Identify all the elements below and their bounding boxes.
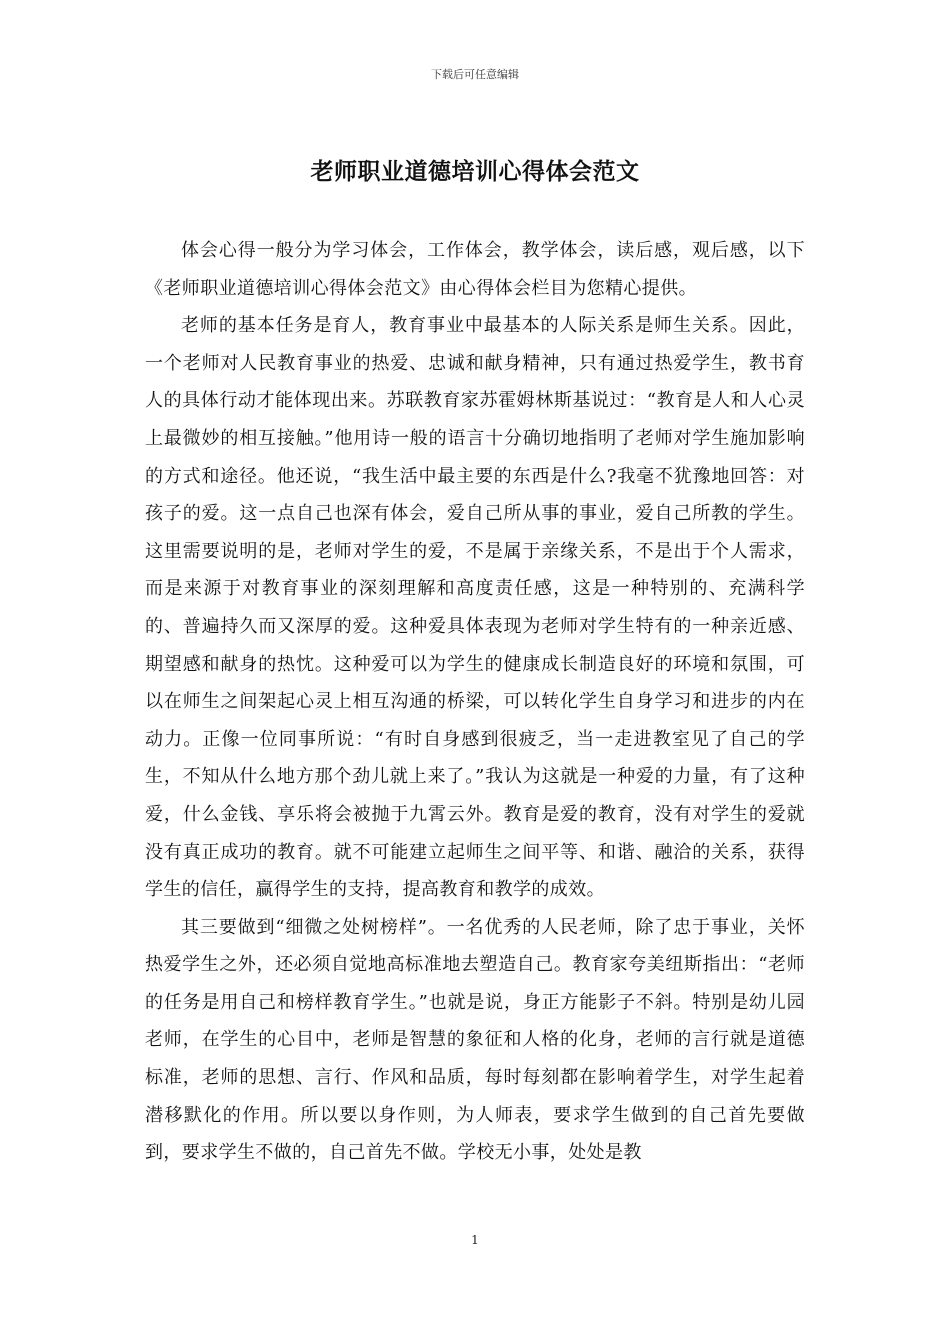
document-title: 老师职业道德培训心得体会范文 [310,159,640,185]
paragraph-role-model: 其三要做到“细微之处树榜样”。一名优秀的人民老师，除了忠于事业，关怀热爱学生之外，还必须自觉地高标准地去塑造自己。教育家夸美纽斯指出：“老师的任务是用自己和榜样教育学生。”也就是说，身正方能影子不斜。特别是幼儿园老师，在学生的心目中，老师是智慧的象征和人格的化身，老师的言行就是道德标准，老师的思想、言行、作风和品质，每时每刻都在影响着学生，对学生起着潜移默化的作用。所以要以身作则，为人师表，要求学生做到的自己首先要做到，要求学生不做的，自己首先不做。学校无小事，处处是教 [145,916,805,1164]
page-number: 1 [471,1233,479,1247]
paragraph-teacher-love: 老师的基本任务是育人，教育事业中最基本的人际关系是师生关系。因此，一个老师对人民教育事业的热爱、忠诚和献身精神，只有通过热爱学生，教书育人的具体行动才能体现出来。苏联教育家苏霍姆林斯基说过：“教育是人和人心灵上最微妙的相互接触。”他用诗一般的语言十分确切地指明了老师对学生施加影响的方式和途径。他还说，“我生活中最主要的东西是什么?我毫不犹豫地回答：对孩子的爱。这一点自己也深有体会，爱自己所从事的事业，爱自己所教的学生。这里需要说明的是，老师对学生的爱，不是属于亲缘关系，不是出于个人需求，而是来源于对教育事业的深刻理解和高度责任感，这是一种特别的、充满科学的、普遍持久而又深厚的爱。这种爱具体表现为老师对学生特有的一种亲近感、期望感和献身的热忱。这种爱可以为学生的健康成长制造良好的环境和氛围，可以在师生之间架起心灵上相互沟通的桥梁，可以转化学生自身学习和进步的内在动力。正像一位同事所说：“有时自身感到很疲乏，当一走进教室见了自己的学生，不知从什么地方那个劲儿就上来了。”我认为这就是一种爱的力量，有了这种爱，什么金钱、享乐将会被抛于九霄云外。教育是爱的教育，没有对学生的爱就没有真正成功的教育。就不可能建立起师生之间平等、和谐、融洽的关系，获得学生的信任，赢得学生的支持，提高教育和教学的成效。 [145,315,805,901]
page-header-note: 下载后可任意编辑 [431,68,519,81]
paragraph-intro: 体会心得一般分为学习体会，工作体会，教学体会，读后感，观后感，以下《老师职业道德培训心得体会范文》由心得体会栏目为您精心提供。 [145,240,805,299]
document-body [145,232,805,1172]
